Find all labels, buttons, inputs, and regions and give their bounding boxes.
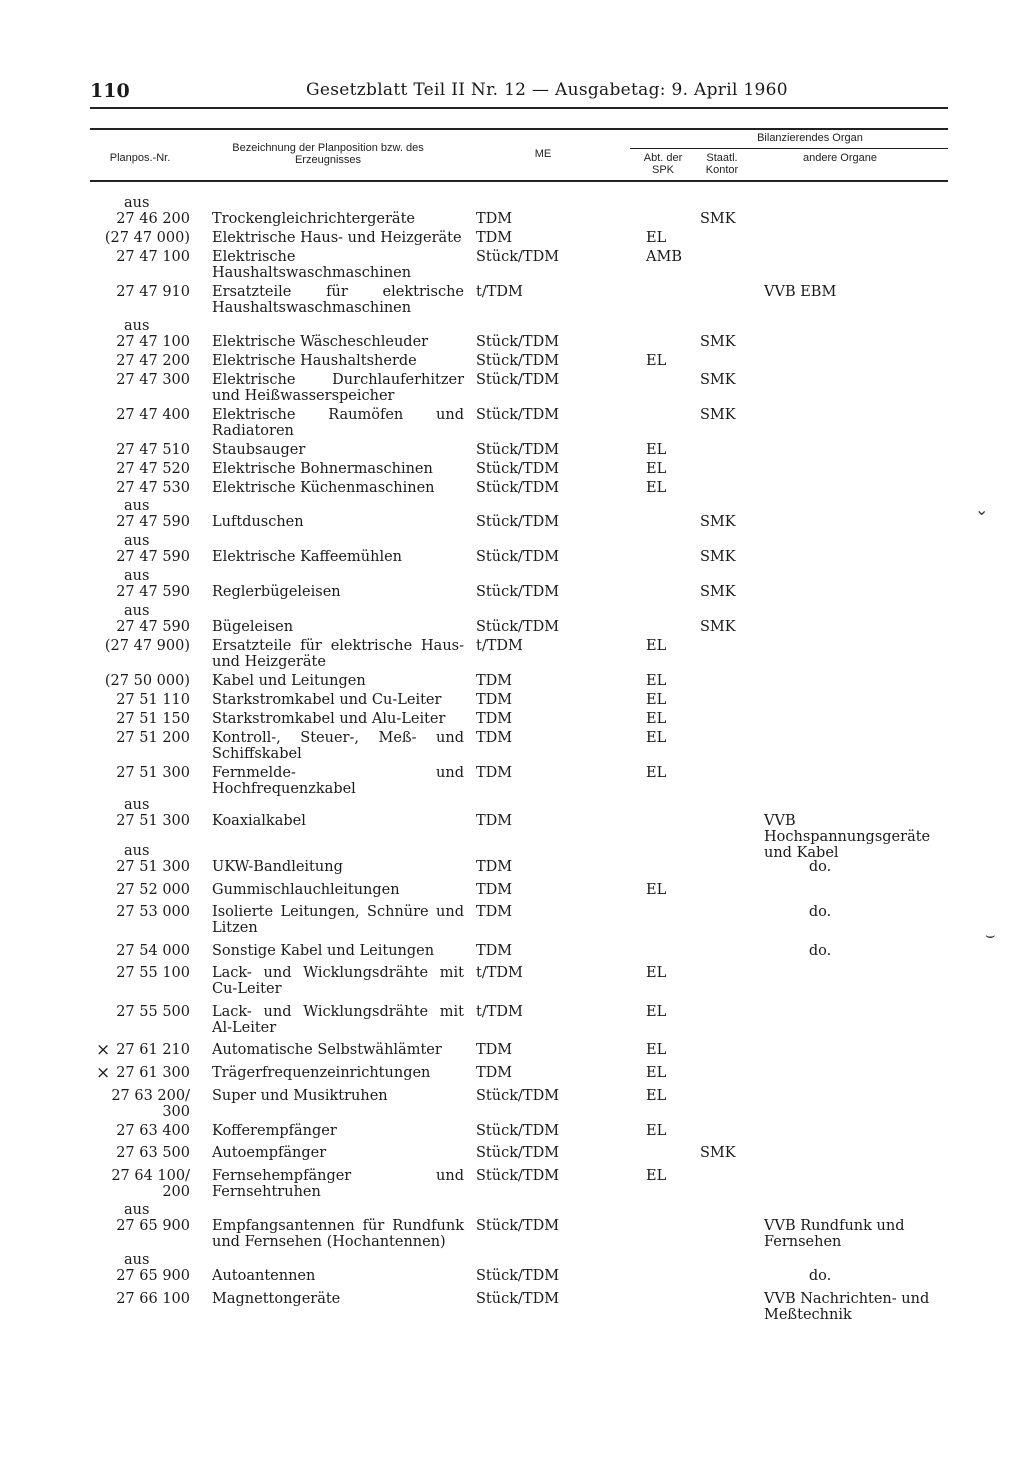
planpos-value: 27 63 500: [116, 1145, 190, 1161]
unit-me: TDM: [476, 211, 513, 227]
planpos-value: 27 47 910: [116, 284, 190, 300]
description: Automatische Selbstwählämter: [212, 1042, 442, 1058]
organ-other: VVB Rundfunk und Fernsehen: [764, 1218, 905, 1250]
description: Kofferempfänger: [212, 1123, 337, 1139]
margin-mark: ⌄: [975, 500, 989, 519]
description: Elektrische Haushaltswaschmaschinen: [212, 249, 412, 281]
organ-other: do.: [808, 859, 832, 875]
organ-kontor: SMK: [700, 549, 736, 565]
planpos-number: [100, 1145, 190, 1161]
description: Isolierte Leitungen, Schnüre und Litzen: [212, 904, 464, 936]
organ-spk: EL: [646, 461, 667, 477]
planpos-number: [100, 284, 190, 300]
organ-kontor: SMK: [700, 584, 736, 600]
description: Elektrische Durchlauferhitzer und Heißwasserspeicher: [212, 372, 464, 404]
unit-me: TDM: [476, 230, 513, 246]
unit-me: TDM: [476, 859, 513, 875]
unit-me: TDM: [476, 765, 513, 781]
planpos-number: [100, 711, 190, 727]
organ-spk: EL: [646, 730, 667, 746]
unit-me: Stück/TDM: [476, 249, 560, 265]
unit-me: Stück/TDM: [476, 461, 560, 477]
planpos-number: [100, 765, 190, 781]
planpos-value: 27 64 100/ 200: [111, 1168, 190, 1200]
description: Kabel und Leitungen: [212, 673, 366, 689]
table-header-bottom-rule: [90, 180, 948, 182]
description: Sonstige Kabel und Leitungen: [212, 943, 435, 959]
planpos-number: [100, 843, 190, 875]
unit-me: Stück/TDM: [476, 549, 560, 565]
planpos-value: 27 63 400: [116, 1123, 190, 1139]
unit-me: Stück/TDM: [476, 372, 560, 388]
description: Elektrische Kaffeemühlen: [212, 549, 403, 565]
unit-me: TDM: [476, 692, 513, 708]
unit-me: TDM: [476, 730, 513, 746]
description: Elektrische Bohnermaschinen: [212, 461, 433, 477]
description: Kontroll-, Steuer-, Meß- und Schiffskabel: [212, 730, 464, 762]
planpos-number: [100, 1202, 190, 1234]
unit-me: t/TDM: [476, 965, 523, 981]
planpos-value: 27 47 590: [116, 549, 190, 565]
organ-spk: EL: [646, 882, 667, 898]
organ-spk: EL: [646, 692, 667, 708]
description: Autoantennen: [212, 1268, 316, 1284]
unit-me: TDM: [476, 882, 513, 898]
unit-me: Stück/TDM: [476, 1291, 560, 1307]
aus-prefix: aus: [124, 318, 150, 334]
planpos-number: [100, 1291, 190, 1307]
description: Reglerbügeleisen: [212, 584, 341, 600]
planpos-number: [96, 1040, 190, 1060]
planpos-value: 27 55 500: [116, 1004, 190, 1020]
planpos-value: 27 47 100: [116, 249, 190, 265]
description: Starkstromkabel und Alu-Leiter: [212, 711, 446, 727]
planpos-number: [100, 603, 190, 635]
cross-mark: ×: [96, 1040, 111, 1060]
planpos-value: 27 51 300: [116, 765, 190, 781]
aus-prefix: aus: [124, 568, 150, 584]
description: Elektrische Küchenmaschinen: [212, 480, 435, 496]
planpos-value: 27 52 000: [116, 882, 190, 898]
planpos-value: 27 61 300: [116, 1065, 190, 1081]
description: Elektrische Haushaltsherde: [212, 353, 417, 369]
planpos-value: 27 51 200: [116, 730, 190, 746]
organ-spk: EL: [646, 673, 667, 689]
unit-me: Stück/TDM: [476, 584, 560, 600]
organ-kontor: SMK: [700, 514, 736, 530]
unit-me: t/TDM: [476, 638, 523, 654]
planpos-number: [100, 904, 190, 920]
margin-mark: ⌣: [985, 925, 996, 944]
unit-me: TDM: [476, 673, 513, 689]
planpos-value: 27 61 210: [116, 1042, 190, 1058]
header-title: Gesetzblatt Teil II Nr. 12 — Ausgabetag: 9. April 1960: [306, 80, 788, 100]
unit-me: Stück/TDM: [476, 334, 560, 350]
unit-me: Stück/TDM: [476, 480, 560, 496]
description: Ersatzteile für elektrische Haus- und Heizgeräte: [212, 638, 464, 670]
description: Trägerfrequenzeinrichtungen: [212, 1065, 431, 1081]
table-header: [90, 130, 950, 182]
description: Elektrische Wäscheschleuder: [212, 334, 429, 350]
organ-kontor: SMK: [700, 619, 736, 635]
planpos-number: [100, 673, 190, 689]
organ-spk: EL: [646, 353, 667, 369]
planpos-value: 27 51 300: [116, 813, 190, 829]
description: UKW-Bandleitung: [212, 859, 343, 875]
unit-me: t/TDM: [476, 1004, 523, 1020]
aus-prefix: aus: [124, 603, 150, 619]
planpos-value: 27 51 110: [116, 692, 190, 708]
description: Empfangsantennen für Rundfunk und Fernsehen (Hochantennen): [212, 1218, 464, 1250]
organ-spk: EL: [646, 638, 667, 654]
planpos-number: [100, 692, 190, 708]
planpos-number: [100, 442, 190, 458]
planpos-value: 27 47 590: [116, 584, 190, 600]
organ-spk: AMB: [646, 249, 682, 265]
description: Elektrische Haus- und Heizgeräte: [212, 230, 462, 246]
unit-me: TDM: [476, 813, 513, 829]
planpos-value: 27 47 510: [116, 442, 190, 458]
description: Trockengleichrichtergeräte: [212, 211, 415, 227]
unit-me: Stück/TDM: [476, 1145, 560, 1161]
unit-me: Stück/TDM: [476, 1218, 560, 1234]
organ-other: VVB Hochspannungsgeräte und Kabel: [764, 813, 931, 861]
description: Lack- und Wicklungsdrähte mit Al-Leiter: [212, 1004, 464, 1036]
unit-me: t/TDM: [476, 284, 523, 300]
cross-mark: ×: [96, 1063, 111, 1083]
unit-me: Stück/TDM: [476, 442, 560, 458]
planpos-number: [100, 882, 190, 898]
planpos-value: 27 47 200: [116, 353, 190, 369]
page-header: [90, 80, 950, 110]
planpos-number: [100, 797, 190, 829]
organ-other: do.: [808, 904, 832, 920]
unit-me: Stück/TDM: [476, 1168, 560, 1184]
description: Ersatzteile für elektrische Haushaltswaschmaschinen: [212, 284, 464, 316]
planpos-number: [100, 353, 190, 369]
planpos-value: 27 65 900: [116, 1268, 190, 1284]
organ-spk: EL: [646, 480, 667, 496]
planpos-value: 27 47 590: [116, 619, 190, 635]
planpos-number: [100, 498, 190, 530]
organ-spk: EL: [646, 1088, 667, 1104]
planpos-value: (27 50 000): [104, 673, 190, 689]
planpos-number: [100, 730, 190, 746]
description: Gummischlauchleitungen: [212, 882, 400, 898]
planpos-number: [100, 638, 190, 654]
bilanz-rule: [630, 148, 948, 149]
planpos-number: [96, 1063, 190, 1083]
organ-spk: EL: [646, 1065, 667, 1081]
planpos-value: 27 47 400: [116, 407, 190, 423]
organ-kontor: SMK: [700, 211, 736, 227]
planpos-number: [100, 372, 190, 388]
planpos-number: [100, 1004, 190, 1020]
planpos-value: 27 47 520: [116, 461, 190, 477]
unit-me: Stück/TDM: [476, 353, 560, 369]
unit-me: TDM: [476, 711, 513, 727]
organ-spk: EL: [646, 1042, 667, 1058]
planpos-number: [100, 1123, 190, 1139]
description: Fernsehempfänger und Fernsehtruhen: [212, 1168, 464, 1200]
page-number: 110: [90, 80, 130, 102]
planpos-number: [100, 230, 190, 246]
planpos-value: 27 54 000: [116, 943, 190, 959]
planpos-value: 27 55 100: [116, 965, 190, 981]
column-header-bilanz: Bilanzierendes Organ: [757, 132, 863, 144]
planpos-value: 27 63 200/ 300: [111, 1088, 190, 1120]
column-header-description: Bezeichnung der Planposition bzw. des Erzeugnisses: [232, 142, 424, 166]
unit-me: TDM: [476, 1042, 513, 1058]
planpos-number: [100, 943, 190, 959]
planpos-number: [100, 461, 190, 477]
description: Starkstromkabel und Cu-Leiter: [212, 692, 442, 708]
description: Super und Musiktruhen: [212, 1088, 388, 1104]
organ-other: do.: [808, 943, 832, 959]
organ-kontor: SMK: [700, 334, 736, 350]
aus-prefix: aus: [124, 843, 150, 859]
planpos-number: [100, 1252, 190, 1284]
aus-prefix: aus: [124, 1202, 150, 1218]
planpos-number: [100, 1088, 190, 1120]
planpos-value: 27 47 530: [116, 480, 190, 496]
column-header-kontor: Staatl. Kontor: [705, 152, 739, 176]
description: Elektrische Raumöfen und Radiatoren: [212, 407, 464, 439]
planpos-value: (27 47 000): [104, 230, 190, 246]
organ-spk: EL: [646, 965, 667, 981]
planpos-value: 27 46 200: [116, 211, 190, 227]
aus-prefix: aus: [124, 797, 150, 813]
planpos-value: 27 47 300: [116, 372, 190, 388]
organ-spk: EL: [646, 1004, 667, 1020]
organ-spk: EL: [646, 230, 667, 246]
aus-prefix: aus: [124, 498, 150, 514]
planpos-value: 27 47 100: [116, 334, 190, 350]
planpos-value: 27 53 000: [116, 904, 190, 920]
unit-me: Stück/TDM: [476, 1088, 560, 1104]
description: Fernmelde- und Hochfrequenzkabel: [212, 765, 464, 797]
planpos-value: 27 65 900: [116, 1218, 190, 1234]
column-header-me: ME: [534, 148, 552, 160]
planpos-number: [100, 568, 190, 600]
unit-me: Stück/TDM: [476, 514, 560, 530]
planpos-number: [100, 318, 190, 350]
description: Koaxialkabel: [212, 813, 306, 829]
description: Lack- und Wicklungsdrähte mit Cu-Leiter: [212, 965, 464, 997]
organ-spk: EL: [646, 1123, 667, 1139]
planpos-number: [100, 965, 190, 981]
planpos-value: 27 51 300: [116, 859, 190, 875]
planpos-number: [100, 480, 190, 496]
description: Bügeleisen: [212, 619, 294, 635]
column-header-other: andere Organe: [803, 152, 877, 164]
organ-kontor: SMK: [700, 1145, 736, 1161]
organ-other: VVB Nachrichten- und Meßtechnik: [764, 1291, 930, 1323]
organ-kontor: SMK: [700, 407, 736, 423]
unit-me: TDM: [476, 943, 513, 959]
planpos-value: 27 47 590: [116, 514, 190, 530]
aus-prefix: aus: [124, 195, 150, 211]
header-rule: [90, 107, 948, 109]
organ-spk: EL: [646, 711, 667, 727]
organ-kontor: SMK: [700, 372, 736, 388]
planpos-number: [100, 533, 190, 565]
column-header-spk: Abt. der SPK: [643, 152, 683, 176]
unit-me: TDM: [476, 1065, 513, 1081]
organ-other: VVB EBM: [764, 284, 837, 300]
unit-me: Stück/TDM: [476, 407, 560, 423]
planpos-number: [100, 195, 190, 227]
unit-me: Stück/TDM: [476, 1123, 560, 1139]
unit-me: Stück/TDM: [476, 619, 560, 635]
planpos-number: [100, 249, 190, 265]
column-header-planpos: Planpos.-Nr.: [109, 152, 171, 164]
planpos-number: [100, 1168, 190, 1200]
planpos-value: (27 47 900): [104, 638, 190, 654]
organ-spk: EL: [646, 442, 667, 458]
description: Magnettongeräte: [212, 1291, 341, 1307]
aus-prefix: aus: [124, 1252, 150, 1268]
organ-spk: EL: [646, 765, 667, 781]
organ-spk: EL: [646, 1168, 667, 1184]
description: Staubsauger: [212, 442, 306, 458]
description: Luftduschen: [212, 514, 304, 530]
planpos-value: 27 66 100: [116, 1291, 190, 1307]
description: Autoempfänger: [212, 1145, 327, 1161]
aus-prefix: aus: [124, 533, 150, 549]
unit-me: TDM: [476, 904, 513, 920]
organ-other: do.: [808, 1268, 832, 1284]
planpos-number: [100, 407, 190, 423]
planpos-value: 27 51 150: [116, 711, 190, 727]
unit-me: Stück/TDM: [476, 1268, 560, 1284]
